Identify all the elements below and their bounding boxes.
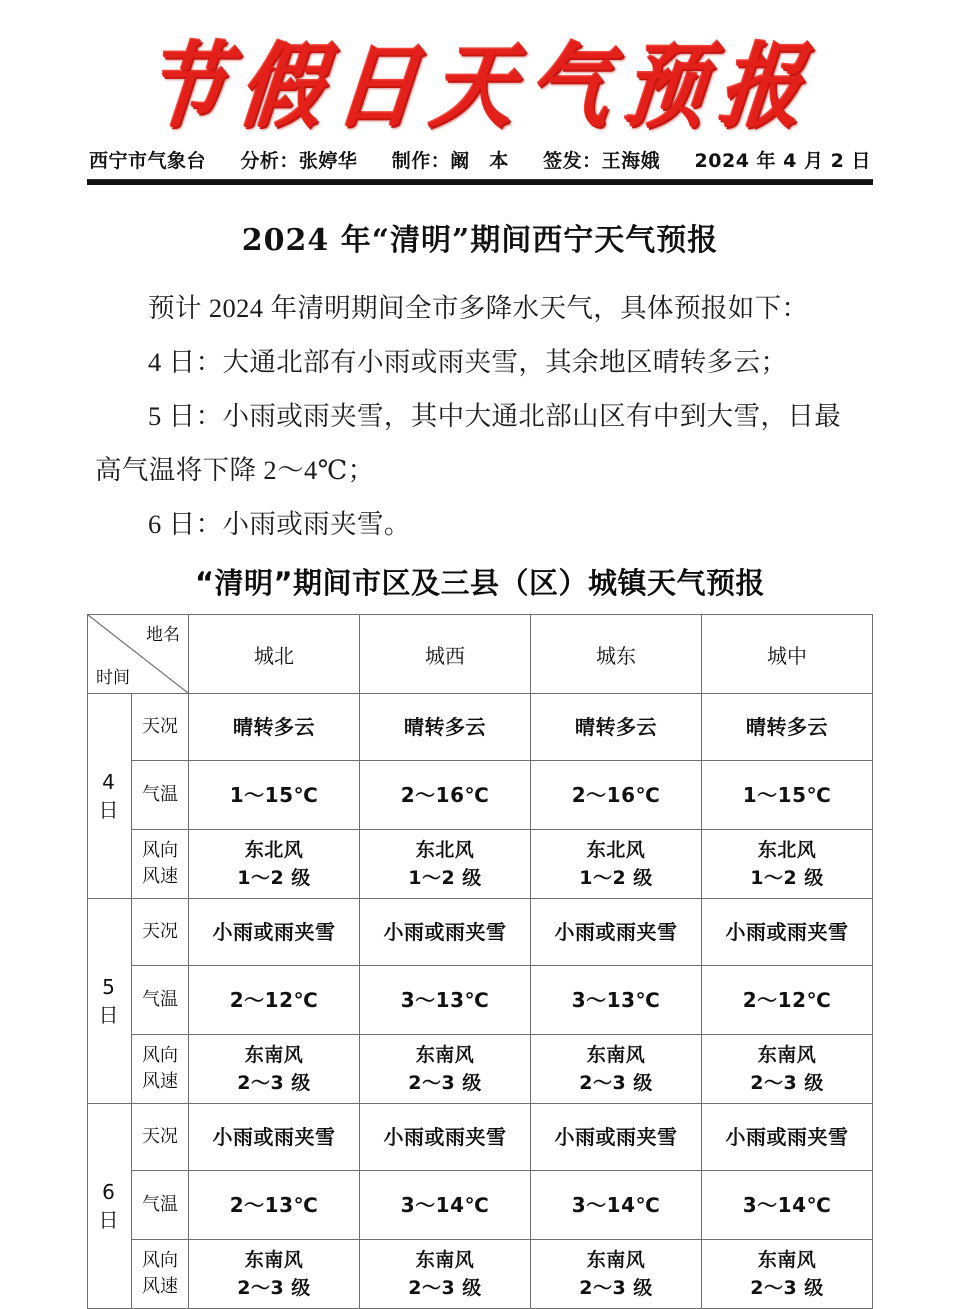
cell-sky-2-1: 小雨或雨夹雪 xyxy=(360,1104,531,1171)
byline-analysis xyxy=(240,146,357,173)
cell-wind-speed-1-0: 2〜3 级 xyxy=(237,1072,311,1094)
cell-sky-0-3: 晴转多云 xyxy=(702,694,873,761)
cell-wind-dir-2-3: 东南风 xyxy=(757,1249,817,1271)
field-label-sky-0: 天况 xyxy=(132,694,189,761)
cell-wind-1-3 xyxy=(702,1035,873,1104)
table-row xyxy=(88,761,873,830)
cell-sky-1-2: 小雨或雨夹雪 xyxy=(531,899,702,966)
table-row xyxy=(88,899,873,966)
field-label-temp-1: 气温 xyxy=(132,966,189,1035)
cell-wind-speed-2-0: 2〜3 级 xyxy=(237,1277,311,1299)
cell-wind-2-3 xyxy=(702,1240,873,1309)
publication-title: 节假日天气预报 xyxy=(138,33,822,141)
cell-temp-0-2: 2〜16℃ xyxy=(531,761,702,830)
cell-sky-1-0: 小雨或雨夹雪 xyxy=(189,899,360,966)
cell-wind-1-2 xyxy=(531,1035,702,1104)
cell-wind-dir-2-0: 东南风 xyxy=(244,1249,304,1271)
table-row xyxy=(88,1035,873,1104)
cell-wind-speed-1-2: 2〜3 级 xyxy=(579,1072,653,1094)
cell-temp-1-3: 2〜12℃ xyxy=(702,966,873,1035)
field-label-sky-1: 天况 xyxy=(132,899,189,966)
cell-wind-0-3 xyxy=(702,830,873,899)
cell-temp-1-0: 2〜12℃ xyxy=(189,966,360,1035)
table-header-row xyxy=(88,615,873,694)
cell-wind-1-1 xyxy=(360,1035,531,1104)
forecast-table xyxy=(87,614,873,1309)
header-divider xyxy=(87,179,873,185)
column-header-city-3: 城中 xyxy=(702,615,873,694)
byline-signed xyxy=(543,146,660,173)
byline-section xyxy=(87,146,873,185)
cell-wind-0-2 xyxy=(531,830,702,899)
cell-temp-2-3: 3〜14℃ xyxy=(702,1171,873,1240)
byline-signed-label: 签发： xyxy=(543,150,602,172)
field-label-wind-1 xyxy=(132,1035,189,1104)
field-label-wind-0 xyxy=(132,830,189,899)
cell-wind-2-2 xyxy=(531,1240,702,1309)
byline-signed-name: 王海娥 xyxy=(601,150,661,172)
cell-wind-0-1 xyxy=(360,830,531,899)
byline-analysis-label: 分析： xyxy=(240,150,299,172)
cell-sky-0-2: 晴转多云 xyxy=(531,694,702,761)
cell-wind-speed-0-2: 1〜2 级 xyxy=(579,867,653,889)
byline-analysis-name: 张婷华 xyxy=(298,150,358,172)
cell-wind-dir-0-2: 东北风 xyxy=(586,839,646,861)
cell-sky-1-3: 小雨或雨夹雪 xyxy=(702,899,873,966)
field-label-temp-2: 气温 xyxy=(132,1171,189,1240)
forecast-summary xyxy=(95,281,865,551)
forecast-table-body xyxy=(88,615,873,1309)
cell-wind-dir-1-3: 东南风 xyxy=(757,1044,817,1066)
table-row xyxy=(88,1240,873,1309)
cell-wind-speed-0-3: 1〜2 级 xyxy=(750,867,824,889)
summary-paragraph-day6: 6 日：小雨或雨夹雪。 xyxy=(148,509,411,539)
cell-sky-0-0: 晴转多云 xyxy=(189,694,360,761)
field-label-wind-speed-1: 风速 xyxy=(142,1071,178,1092)
cell-temp-1-2: 3〜13℃ xyxy=(531,966,702,1035)
summary-paragraph-intro: 预计 2024 年清明期间全市多降水天气，具体预报如下： xyxy=(148,293,809,323)
cell-wind-1-0 xyxy=(189,1035,360,1104)
masthead xyxy=(0,0,960,141)
cell-wind-2-0 xyxy=(189,1240,360,1309)
cell-wind-0-0 xyxy=(189,830,360,899)
day-label-2: 6 日 xyxy=(88,1104,132,1309)
cell-wind-dir-1-1: 东南风 xyxy=(415,1044,475,1066)
field-label-wind-dir-2: 风向 xyxy=(142,1250,178,1271)
cell-wind-dir-2-2: 东南风 xyxy=(586,1249,646,1271)
cell-wind-2-1 xyxy=(360,1240,531,1309)
table-row xyxy=(88,1171,873,1240)
header-corner-cell xyxy=(88,615,189,694)
table-title: “清明”期间市区及三县（区）城镇天气预报 xyxy=(194,566,766,600)
cell-sky-0-1: 晴转多云 xyxy=(360,694,531,761)
byline xyxy=(87,146,873,178)
cell-wind-speed-1-3: 2〜3 级 xyxy=(750,1072,824,1094)
cell-temp-1-1: 3〜13℃ xyxy=(360,966,531,1035)
field-label-temp-0: 气温 xyxy=(132,761,189,830)
table-row xyxy=(88,830,873,899)
cell-sky-2-0: 小雨或雨夹雪 xyxy=(189,1104,360,1171)
cell-temp-0-3: 1〜15℃ xyxy=(702,761,873,830)
forecast-table-wrap xyxy=(87,614,873,1309)
field-label-sky-2: 天况 xyxy=(132,1104,189,1171)
cell-wind-speed-2-1: 2〜3 级 xyxy=(408,1277,482,1299)
cell-wind-dir-0-1: 东北风 xyxy=(415,839,475,861)
byline-date: 2024 年 4 月 2 日 xyxy=(694,150,871,172)
cell-wind-speed-0-1: 1〜2 级 xyxy=(408,867,482,889)
cell-wind-speed-0-0: 1〜2 级 xyxy=(237,867,311,889)
column-header-city-2: 城东 xyxy=(531,615,702,694)
table-row xyxy=(88,1104,873,1171)
cell-wind-speed-1-1: 2〜3 级 xyxy=(408,1072,482,1094)
byline-produced-label: 制作： xyxy=(391,150,451,172)
field-label-wind-dir-0: 风向 xyxy=(142,840,178,861)
byline-produced-name: 阚 本 xyxy=(450,150,509,172)
field-label-wind-speed-0: 风速 xyxy=(142,866,178,887)
cell-temp-0-0: 1〜15℃ xyxy=(189,761,360,830)
cell-temp-2-2: 3〜14℃ xyxy=(531,1171,702,1240)
header-time-label: 时间 xyxy=(96,668,130,688)
cell-wind-dir-1-2: 东南风 xyxy=(586,1044,646,1066)
summary-paragraph-day4: 4 日：大通北部有小雨或雨夹雪，其余地区晴转多云； xyxy=(148,347,788,377)
table-row xyxy=(88,966,873,1035)
column-header-city-0: 城北 xyxy=(189,615,360,694)
summary-paragraph-day5: 5 日：小雨或雨夹雪，其中大通北部山区有中到大雪，日最高气温将下降 2～4℃； xyxy=(95,401,842,485)
cell-temp-2-1: 3〜14℃ xyxy=(360,1171,531,1240)
cell-wind-dir-0-0: 东北风 xyxy=(244,839,304,861)
byline-office: 西宁市气象台 xyxy=(89,150,207,172)
cell-temp-0-1: 2〜16℃ xyxy=(360,761,531,830)
cell-temp-2-0: 2〜13℃ xyxy=(189,1171,360,1240)
field-label-wind-2 xyxy=(132,1240,189,1309)
cell-wind-speed-2-2: 2〜3 级 xyxy=(579,1277,653,1299)
day-label-1: 5 日 xyxy=(88,899,132,1104)
header-place-label: 地名 xyxy=(146,625,180,645)
cell-wind-speed-2-3: 2〜3 级 xyxy=(750,1277,824,1299)
field-label-wind-speed-2: 风速 xyxy=(142,1276,178,1297)
field-label-wind-dir-1: 风向 xyxy=(142,1045,178,1066)
cell-wind-dir-0-3: 东北风 xyxy=(757,839,817,861)
cell-sky-2-2: 小雨或雨夹雪 xyxy=(531,1104,702,1171)
document-title: 2024 年“清明”期间西宁天气预报 xyxy=(241,223,719,258)
table-row xyxy=(88,694,873,761)
day-label-0: 4 日 xyxy=(88,694,132,899)
column-header-city-1: 城西 xyxy=(360,615,531,694)
byline-produced xyxy=(392,146,509,173)
cell-wind-dir-2-1: 东南风 xyxy=(415,1249,475,1271)
cell-sky-1-1: 小雨或雨夹雪 xyxy=(360,899,531,966)
cell-wind-dir-1-0: 东南风 xyxy=(244,1044,304,1066)
cell-sky-2-3: 小雨或雨夹雪 xyxy=(702,1104,873,1171)
